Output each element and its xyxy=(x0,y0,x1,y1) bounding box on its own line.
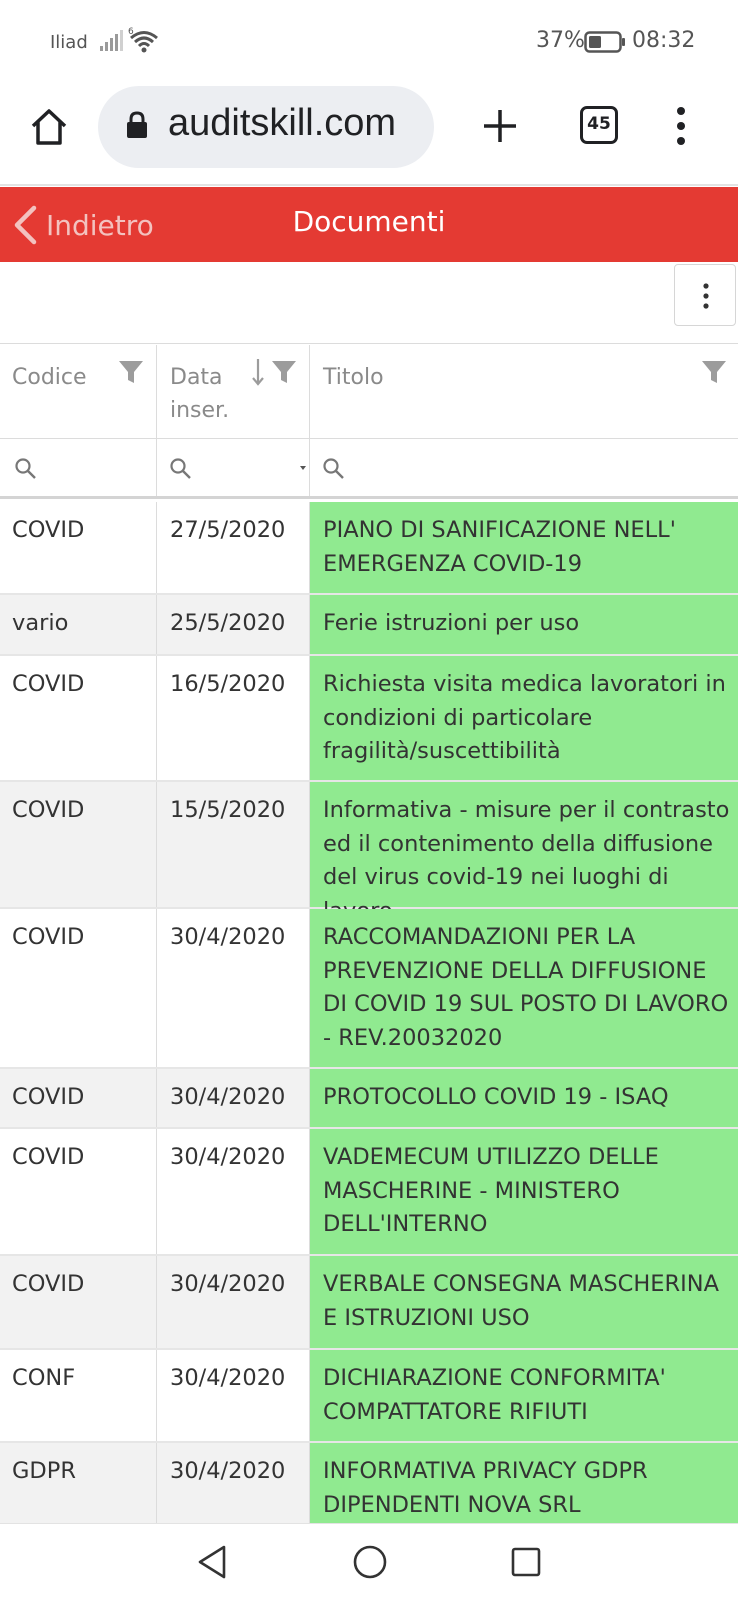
more-vert-icon xyxy=(675,265,737,327)
cell-code: GDPR xyxy=(12,1458,76,1484)
filter-input-titolo[interactable] xyxy=(309,439,738,496)
status-bar xyxy=(0,0,738,84)
cell-code: COVID xyxy=(12,924,85,950)
system-nav-bar xyxy=(0,1523,738,1600)
search-icon xyxy=(14,457,38,481)
cell-title: PROTOCOLLO COVID 19 - ISAQ xyxy=(309,1069,738,1127)
cell-title: VADEMECUM UTILIZZO DELLE MASCHERINE - MINISTERO DELL'INTERNO xyxy=(309,1129,738,1254)
battery-percent: 37% xyxy=(536,28,585,53)
address-bar[interactable] xyxy=(98,86,434,168)
table-row[interactable] xyxy=(0,1443,738,1523)
filter-icon[interactable] xyxy=(118,359,144,385)
dropdown-caret-icon[interactable] xyxy=(300,465,306,471)
cell-date: 30/4/2020 xyxy=(156,1256,309,1348)
grid-filter-row xyxy=(0,439,738,499)
cell-code: COVID xyxy=(12,671,85,697)
back-label: Indietro xyxy=(46,208,154,242)
tabs-icon[interactable]: 45 xyxy=(580,106,618,144)
cell-date: 27/5/2020 xyxy=(156,502,309,593)
clock: 08:32 xyxy=(632,28,696,53)
cell-date: 25/5/2020 xyxy=(156,595,309,654)
cell-date: 30/4/2020 xyxy=(156,1069,309,1127)
cell-date: 30/4/2020 xyxy=(156,909,309,1067)
cell-code: COVID xyxy=(12,1144,85,1170)
url-text: auditskill.com xyxy=(168,102,397,144)
cell-code: COVID xyxy=(12,1271,85,1297)
signal-icon xyxy=(99,30,123,52)
more-vert-icon[interactable] xyxy=(666,106,696,146)
column-header-codice[interactable] xyxy=(0,345,156,439)
cell-title: VERBALE CONSEGNA MASCHERINA E ISTRUZIONI USO xyxy=(309,1256,738,1348)
lock-icon xyxy=(126,110,148,140)
plus-icon[interactable] xyxy=(480,106,520,146)
cell-title: Informativa - misure per il contrasto ed il contenimento della diffusione del virus covid-19 nei luoghi di xyxy=(309,782,738,907)
column-label: Titolo xyxy=(323,365,384,390)
cell-code: vario xyxy=(12,610,69,636)
wifi-icon xyxy=(128,26,160,54)
browser-toolbar xyxy=(0,84,738,186)
sort-descending-icon[interactable] xyxy=(251,357,265,387)
page-title: Documenti xyxy=(292,205,446,238)
app-header xyxy=(0,187,738,262)
filter-input-codice[interactable] xyxy=(0,439,156,496)
cell-date: 15/5/2020 xyxy=(156,782,309,907)
cell-title: Ferie istruzioni per uso xyxy=(309,595,738,654)
carrier-name: Iliad xyxy=(50,32,88,53)
cell-date: 30/4/2020 xyxy=(156,1350,309,1441)
home-icon[interactable] xyxy=(28,106,70,148)
filter-icon[interactable] xyxy=(701,359,727,385)
grid-header-row xyxy=(0,345,738,439)
cell-title: DICHIARAZIONE CONFORMITA' COMPATTATORE RIFIUTI xyxy=(309,1350,738,1441)
table-row[interactable] xyxy=(0,1256,738,1350)
cell-title: PIANO DI SANIFICAZIONE NELL' EMERGENZA COVID-19 xyxy=(309,502,738,593)
nav-home-icon[interactable] xyxy=(352,1544,388,1580)
cell-date: 30/4/2020 xyxy=(156,1129,309,1254)
grid-options-button[interactable] xyxy=(674,264,736,326)
nav-recent-apps-icon[interactable] xyxy=(510,1546,542,1578)
cell-code: COVID xyxy=(12,1084,85,1110)
cell-title: RACCOMANDAZIONI PER LA PREVENZIONE DELLA DIFFUSIONE DI COVID 19 SUL POSTO DI LAVORO - REV.20032020 xyxy=(309,909,738,1067)
cell-code: COVID xyxy=(12,797,85,823)
cell-code: CONF xyxy=(12,1365,76,1391)
column-label: Codice xyxy=(12,365,87,390)
cell-title: Richiesta visita medica lavoratori in condizioni di particolare fragilità/suscettibilità xyxy=(309,656,738,780)
network-type: 6 xyxy=(128,27,134,37)
table-row[interactable] xyxy=(0,1069,738,1129)
table-row[interactable] xyxy=(0,1350,738,1443)
grid-toolbar xyxy=(0,262,738,344)
table-row[interactable] xyxy=(0,595,738,656)
table-row[interactable] xyxy=(0,1129,738,1256)
nav-back-icon[interactable] xyxy=(196,1544,228,1580)
table-row[interactable] xyxy=(0,909,738,1069)
column-header-data[interactable] xyxy=(156,345,309,439)
cell-code: COVID xyxy=(12,517,85,543)
filter-icon[interactable] xyxy=(271,359,297,385)
cell-date: 16/5/2020 xyxy=(156,656,309,780)
column-label: Data inser. xyxy=(170,365,230,423)
search-icon xyxy=(169,457,193,481)
table-row[interactable] xyxy=(0,782,738,909)
search-icon xyxy=(322,457,346,481)
cell-date: 30/4/2020 xyxy=(156,1443,309,1523)
table-row[interactable] xyxy=(0,502,738,595)
battery-icon xyxy=(584,31,626,53)
table-row[interactable] xyxy=(0,656,738,782)
documents-grid xyxy=(0,345,738,1523)
column-header-titolo[interactable] xyxy=(309,345,738,439)
cell-title: INFORMATIVA PRIVACY GDPR DIPENDENTI NOVA SRL xyxy=(309,1443,738,1523)
filter-input-data[interactable] xyxy=(156,439,309,496)
